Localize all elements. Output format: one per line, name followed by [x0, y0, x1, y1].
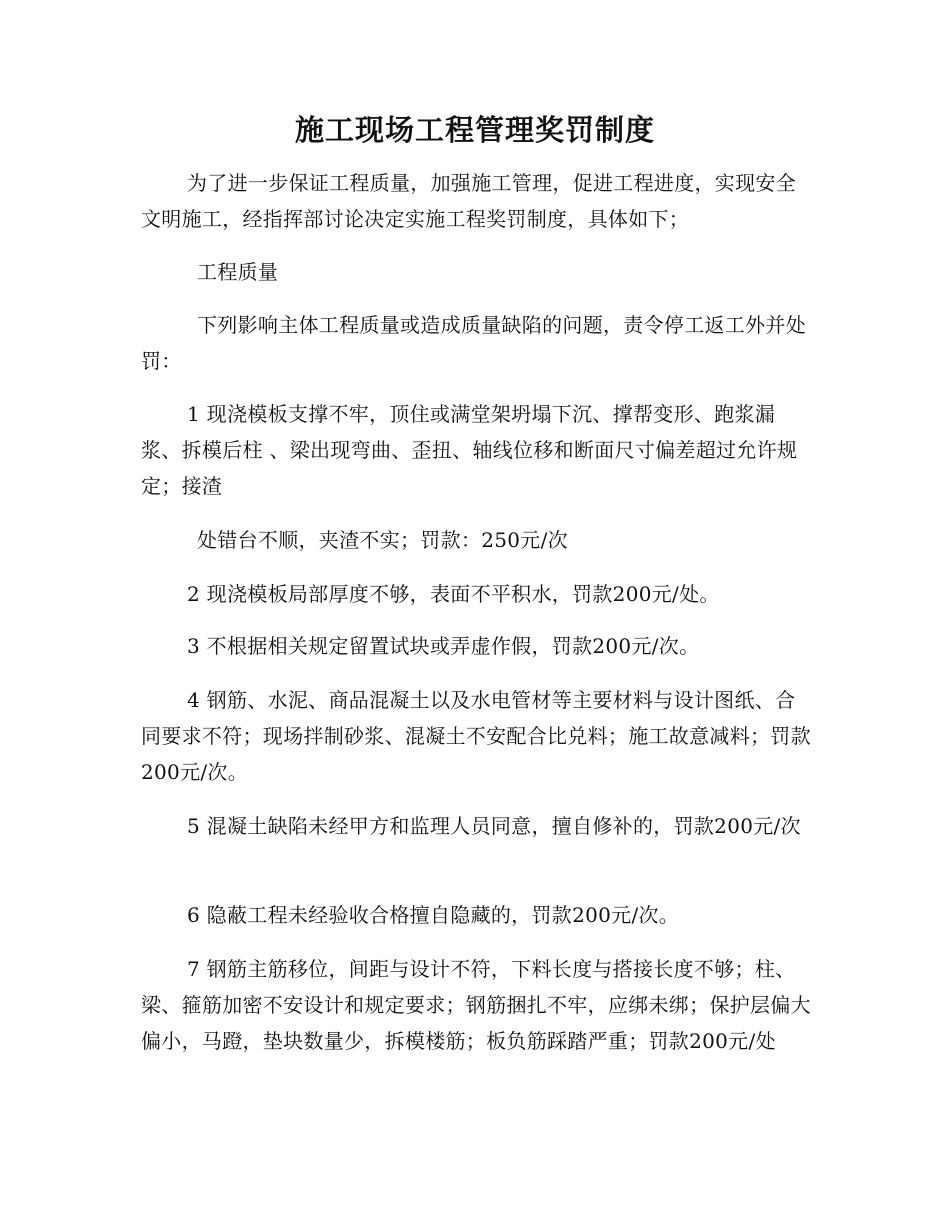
- quality-intro-paragraph: 下列影响主体工程质量或造成质量缺陷的问题，责令停工返工外并处罚：: [141, 313, 806, 373]
- rule-item-6: 6 隐蔽工程未经验收合格擅自隐藏的，罚款200元/次。: [187, 903, 680, 927]
- rule-item-4: 4 钢筋、水泥、商品混凝土以及水电管材等主要材料与设计图纸、合同要求不符；现场拌制砂浆、混凝土不安配合比兑料；施工故意减料；罚款200元/次。: [141, 688, 811, 784]
- document-title: 施工现场工程管理奖罚制度: [294, 113, 655, 147]
- rule-item-3: 3 不根据相关规定留置试块或弄虚作假，罚款200元/次。: [187, 634, 700, 658]
- intro-paragraph: 为了进一步保证工程质量，加强施工管理，促进工程进度，实现安全文明施工，经指挥部讨论决定实施工程奖罚制度，具体如下；: [141, 171, 796, 231]
- section-heading-quality: 工程质量: [197, 260, 279, 284]
- rule-item-5: 5 混凝土缺陷未经甲方和监理人员同意，擅自修补的，罚款200元/次: [187, 814, 801, 838]
- rule-item-2: 2 现浇模板局部厚度不够，表面不平积水，罚款200元/处。: [187, 582, 720, 606]
- rule-item-7: 7 钢筋主筋移位，间距与设计不符，下料长度与搭接长度不够；柱、梁、箍筋加密不安设计和规定要求；钢筋捆扎不牢，应绑未绑；保护层偏大偏小，马蹬，垫块数量少，拆模楼筋；板负筋踩踏严重；罚款200元/处: [141, 957, 811, 1053]
- rule-item-1-continued: 处错台不顺，夹渣不实；罚款：250元/次: [197, 528, 568, 552]
- rule-item-1: 1 现浇模板支撑不牢，顶住或满堂架坍塌下沉、撑帮变形、跑浆漏浆、拆模后柱 、梁出现弯曲、歪扭、轴线位移和断面尺寸偏差超过允许规定；接渣: [141, 402, 798, 498]
